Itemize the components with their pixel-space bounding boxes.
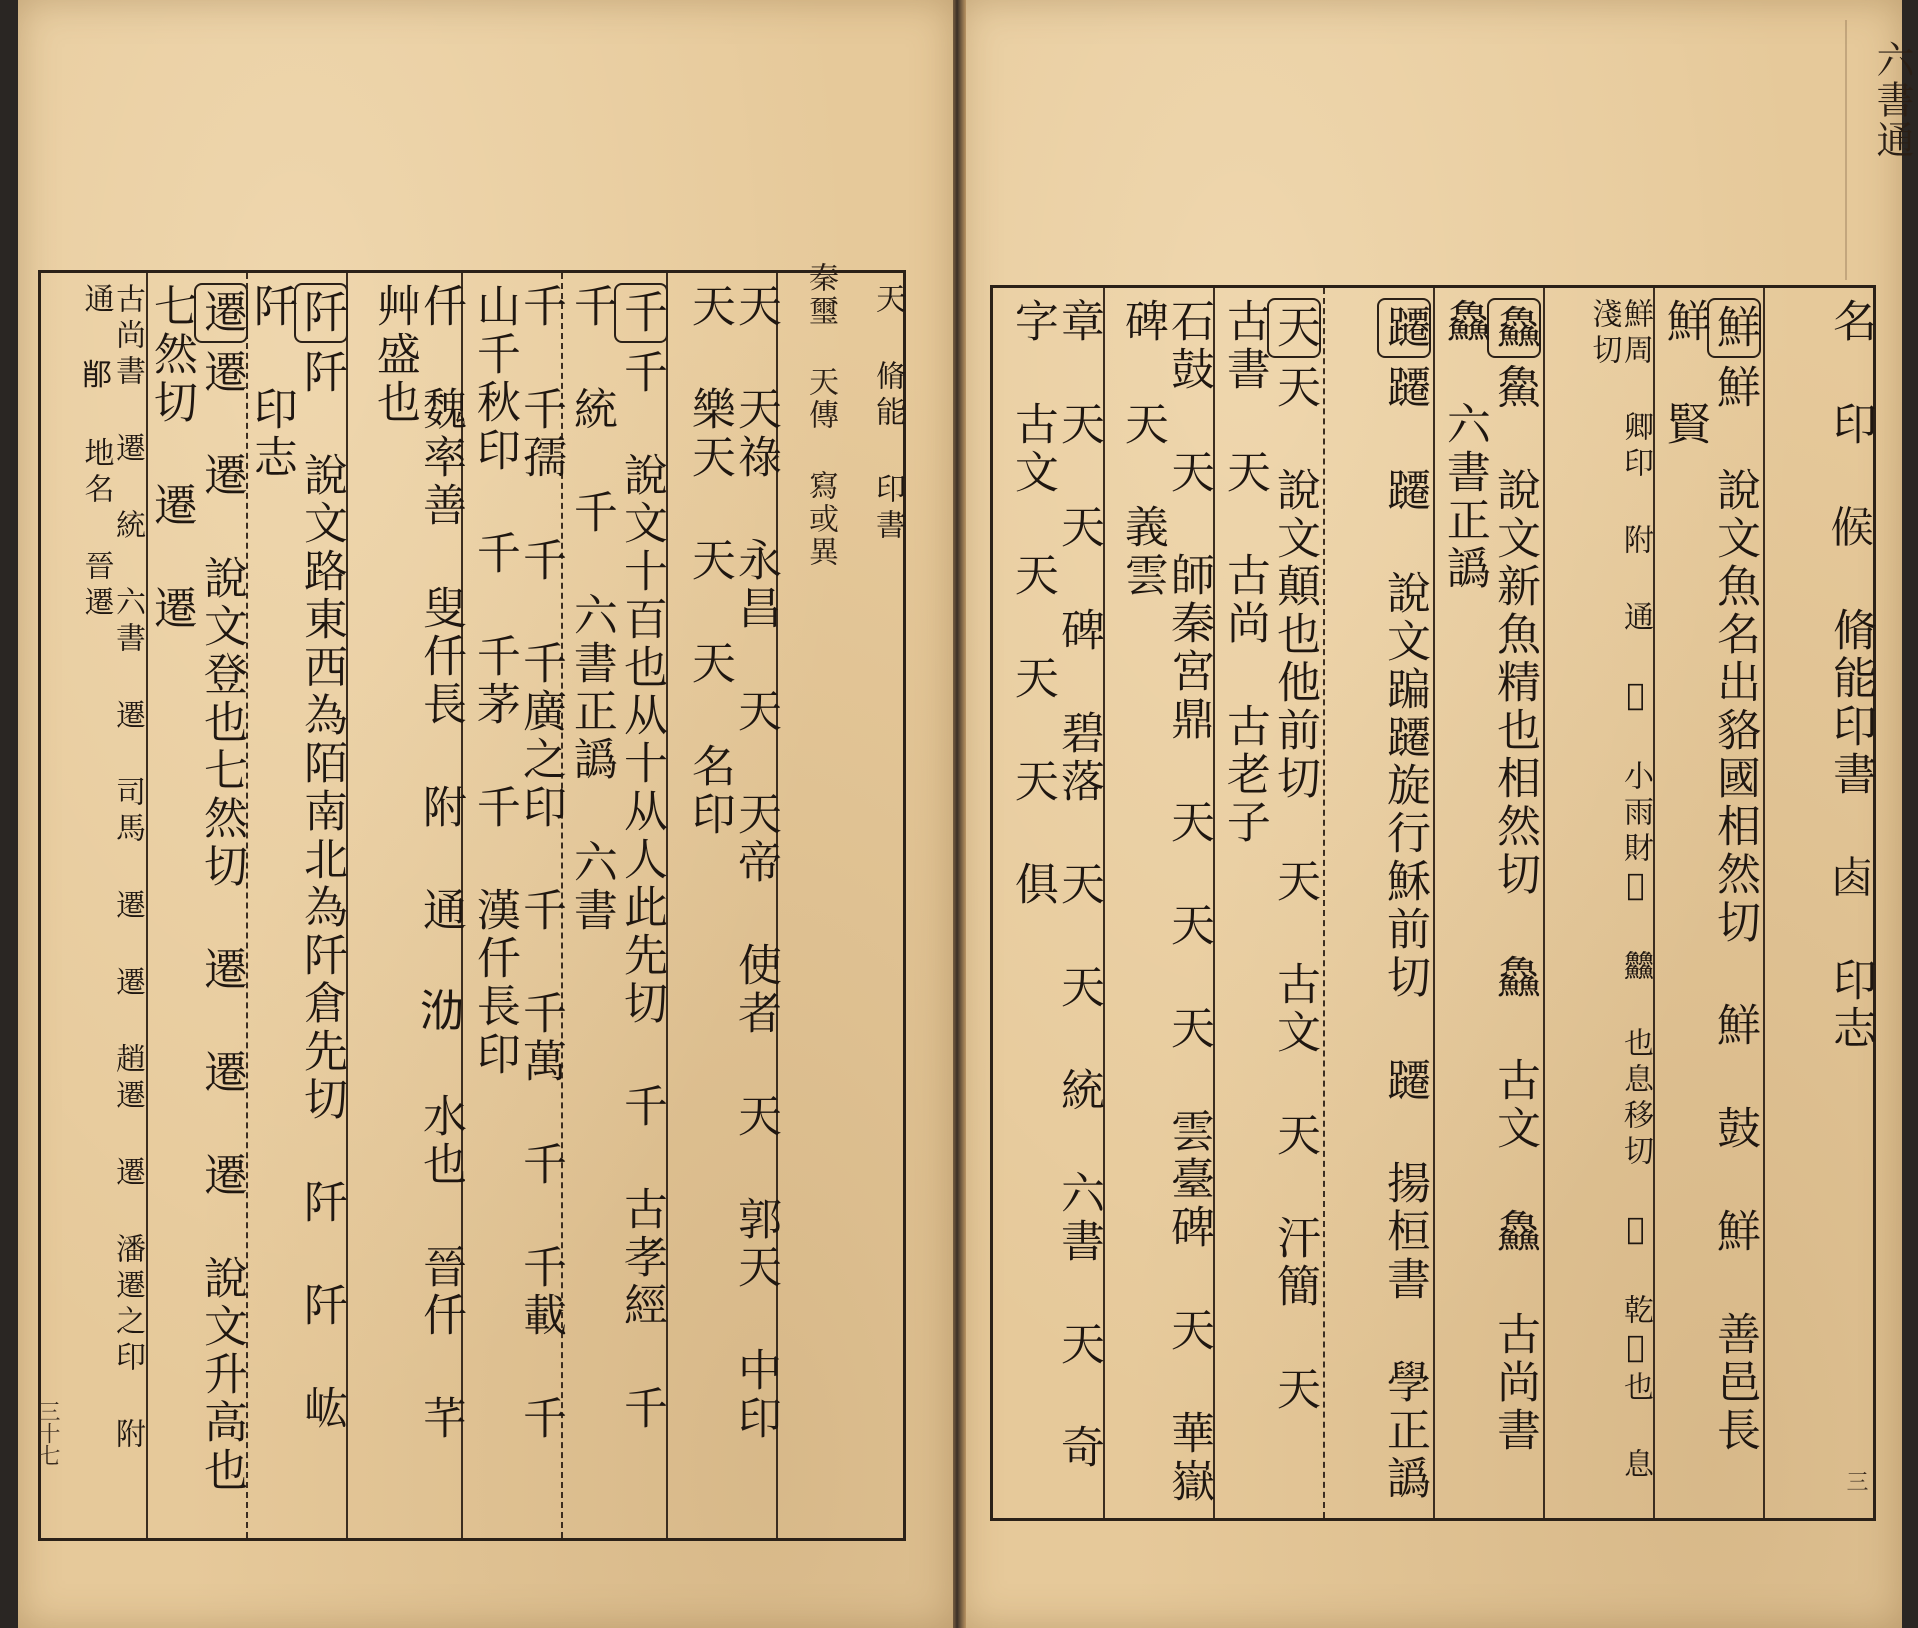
folio-number: 三 (1843, 1470, 1868, 1492)
column-text: 名 印 𠋫 脩能印書 𠧪 印志 (1825, 298, 1876, 1053)
column-text: 石鼓 天 師秦宮鼎 天 天 天 雲臺碑 天 華嶽碑 天 義雲 (1116, 298, 1214, 1506)
text-column (565, 283, 668, 1528)
column-rule (1653, 288, 1655, 1518)
column-text: 阡 說文路東西為陌南北為阡倉先切 阡 阡 𡵓 阡 印志 (245, 283, 347, 1433)
column-text: 天 說文顛也他前切 天 古文 天 汗簡 天 古書 天 古尚 古老子 (1218, 298, 1320, 1414)
text-column (1768, 298, 1876, 1508)
text-column (145, 283, 248, 1528)
column-text: 𩺰 說文新魚精也相然切 鱻 古文 鱻 古尚書 鱻 六書正譌 (1438, 298, 1540, 1455)
column-rule (1763, 288, 1765, 1518)
page-crease (1845, 20, 1847, 280)
left-text-frame (38, 270, 906, 1541)
text-column (1436, 298, 1541, 1508)
text-column (803, 283, 903, 1528)
head-character: 千 (614, 283, 668, 343)
folio-number: 三十七 (35, 1400, 60, 1466)
column-text: 千 說文十百也从十从人此先切 千 古孝經 千 千 統 千 六書正譌 六書 (565, 283, 667, 1433)
column-text: 章 天 天 碑 碧落 天 天 統 六書 天 奇字 古文 天 天 天 俱 (1006, 298, 1104, 1472)
top-note: 秦璽 天傳 寫或異 (803, 262, 838, 569)
column-rule (1323, 288, 1325, 1518)
text-column (678, 283, 781, 1528)
text-column (363, 283, 466, 1528)
text-column (1106, 298, 1214, 1508)
text-column (1656, 298, 1761, 1508)
right-text-frame (990, 285, 1876, 1521)
column-text: 遷 遷 說文登也七然切 遷 遷 遷 說文升高也七然切 遷 遷 (145, 283, 247, 1495)
column-text: 鮮周 卿印 附 通 𩆦 小雨財𥷧 䲜 也息移切 𩆦 乾𩗟也 息淺切 (1586, 298, 1653, 1484)
text-column (245, 283, 348, 1528)
text-column (1326, 298, 1431, 1508)
head-character: 鱻 (1487, 298, 1541, 358)
text-column (463, 283, 566, 1528)
column-text: 天 天祿 永昌 天 天帝 使者 天 郭天 中印 天 樂天 天 天 名印 (683, 283, 781, 1443)
text-column (996, 298, 1104, 1508)
column-rule (1543, 288, 1545, 1518)
head-character: 天 (1267, 298, 1321, 358)
column-text: 天 脩能 印書 (870, 283, 905, 545)
column-text: 古尚書 遷 統 六書 遷 司馬 遷 遷 趙遷 遷 潘遷之印 附 通 𨛍 地名 晉遷 (78, 283, 145, 1454)
head-character: 遷 (194, 283, 248, 343)
right-page (960, 0, 1914, 1628)
head-character: 阡 (294, 283, 348, 343)
text-column (1216, 298, 1321, 1508)
column-text: 躚 躚 說文蹁躚旋行穌前切 躚 揚桓書 學正譌 (1379, 364, 1430, 1503)
head-character: 鮮 (1707, 298, 1761, 358)
column-text: 仟 魏率善 叟仟長 附 通 𣲒 水也 晉仟 芊 艸盛也 (368, 283, 466, 1443)
column-text: 千 千孺 千 千廣之印 千 千萬 千 千載 千 山千秋印 千 千茅 千 漢仟長印 (468, 283, 566, 1443)
column-text: 鮮 說文魚名出貉國相然切 鮮 鼓 鮮 善邑長 鮮 賢 (1658, 298, 1760, 1455)
text-column (1546, 298, 1651, 1508)
head-character: 躚 (1377, 298, 1431, 358)
margin-book-title: 六書通 (1870, 40, 1914, 160)
text-column (43, 283, 143, 1528)
column-rule (1433, 288, 1435, 1518)
left-page (18, 0, 953, 1628)
